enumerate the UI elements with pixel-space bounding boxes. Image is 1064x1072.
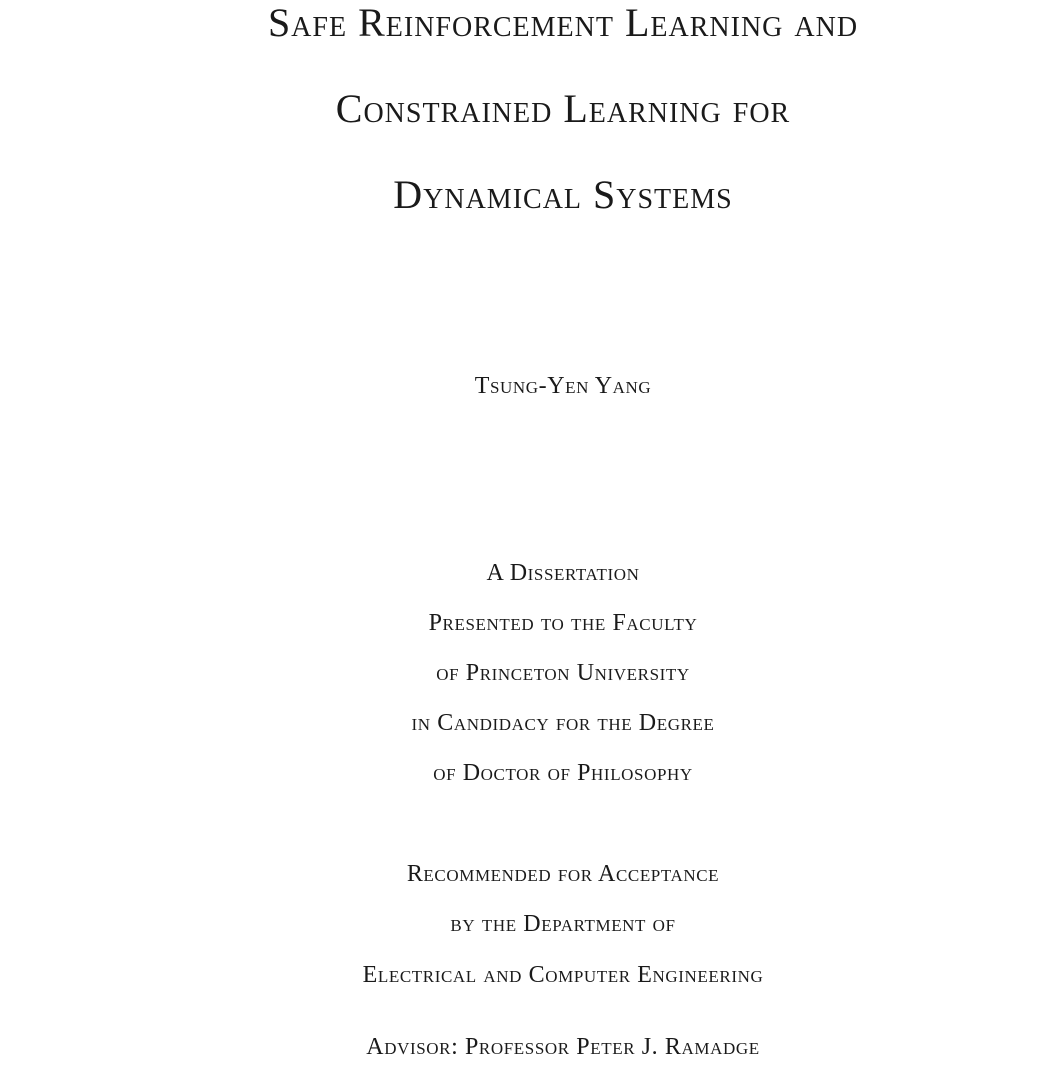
dissertation-line-4: in Candidacy for the Degree [411,710,715,736]
dissertation-line-3: of Princeton University [436,660,690,686]
recommendation-line-3: Electrical and Computer Engineering [362,962,764,988]
title-line-3: Dynamical Systems [393,172,733,217]
title-line-2: Constrained Learning for [335,86,791,131]
title-line-1: Safe Reinforcement Learning and [267,0,859,45]
author-name: Tsung-Yen Yang [474,373,652,399]
recommendation-line-1: Recommended for Acceptance [406,861,720,887]
dissertation-line-5: of Doctor of Philosophy [433,760,693,786]
dissertation-line-1: A Dissertation [486,560,640,586]
dissertation-line-2: Presented to the Faculty [428,610,698,636]
advisor-line: Advisor: Professor Peter J. Ramadge [366,1034,760,1060]
recommendation-line-2: by the Department of [450,911,676,937]
